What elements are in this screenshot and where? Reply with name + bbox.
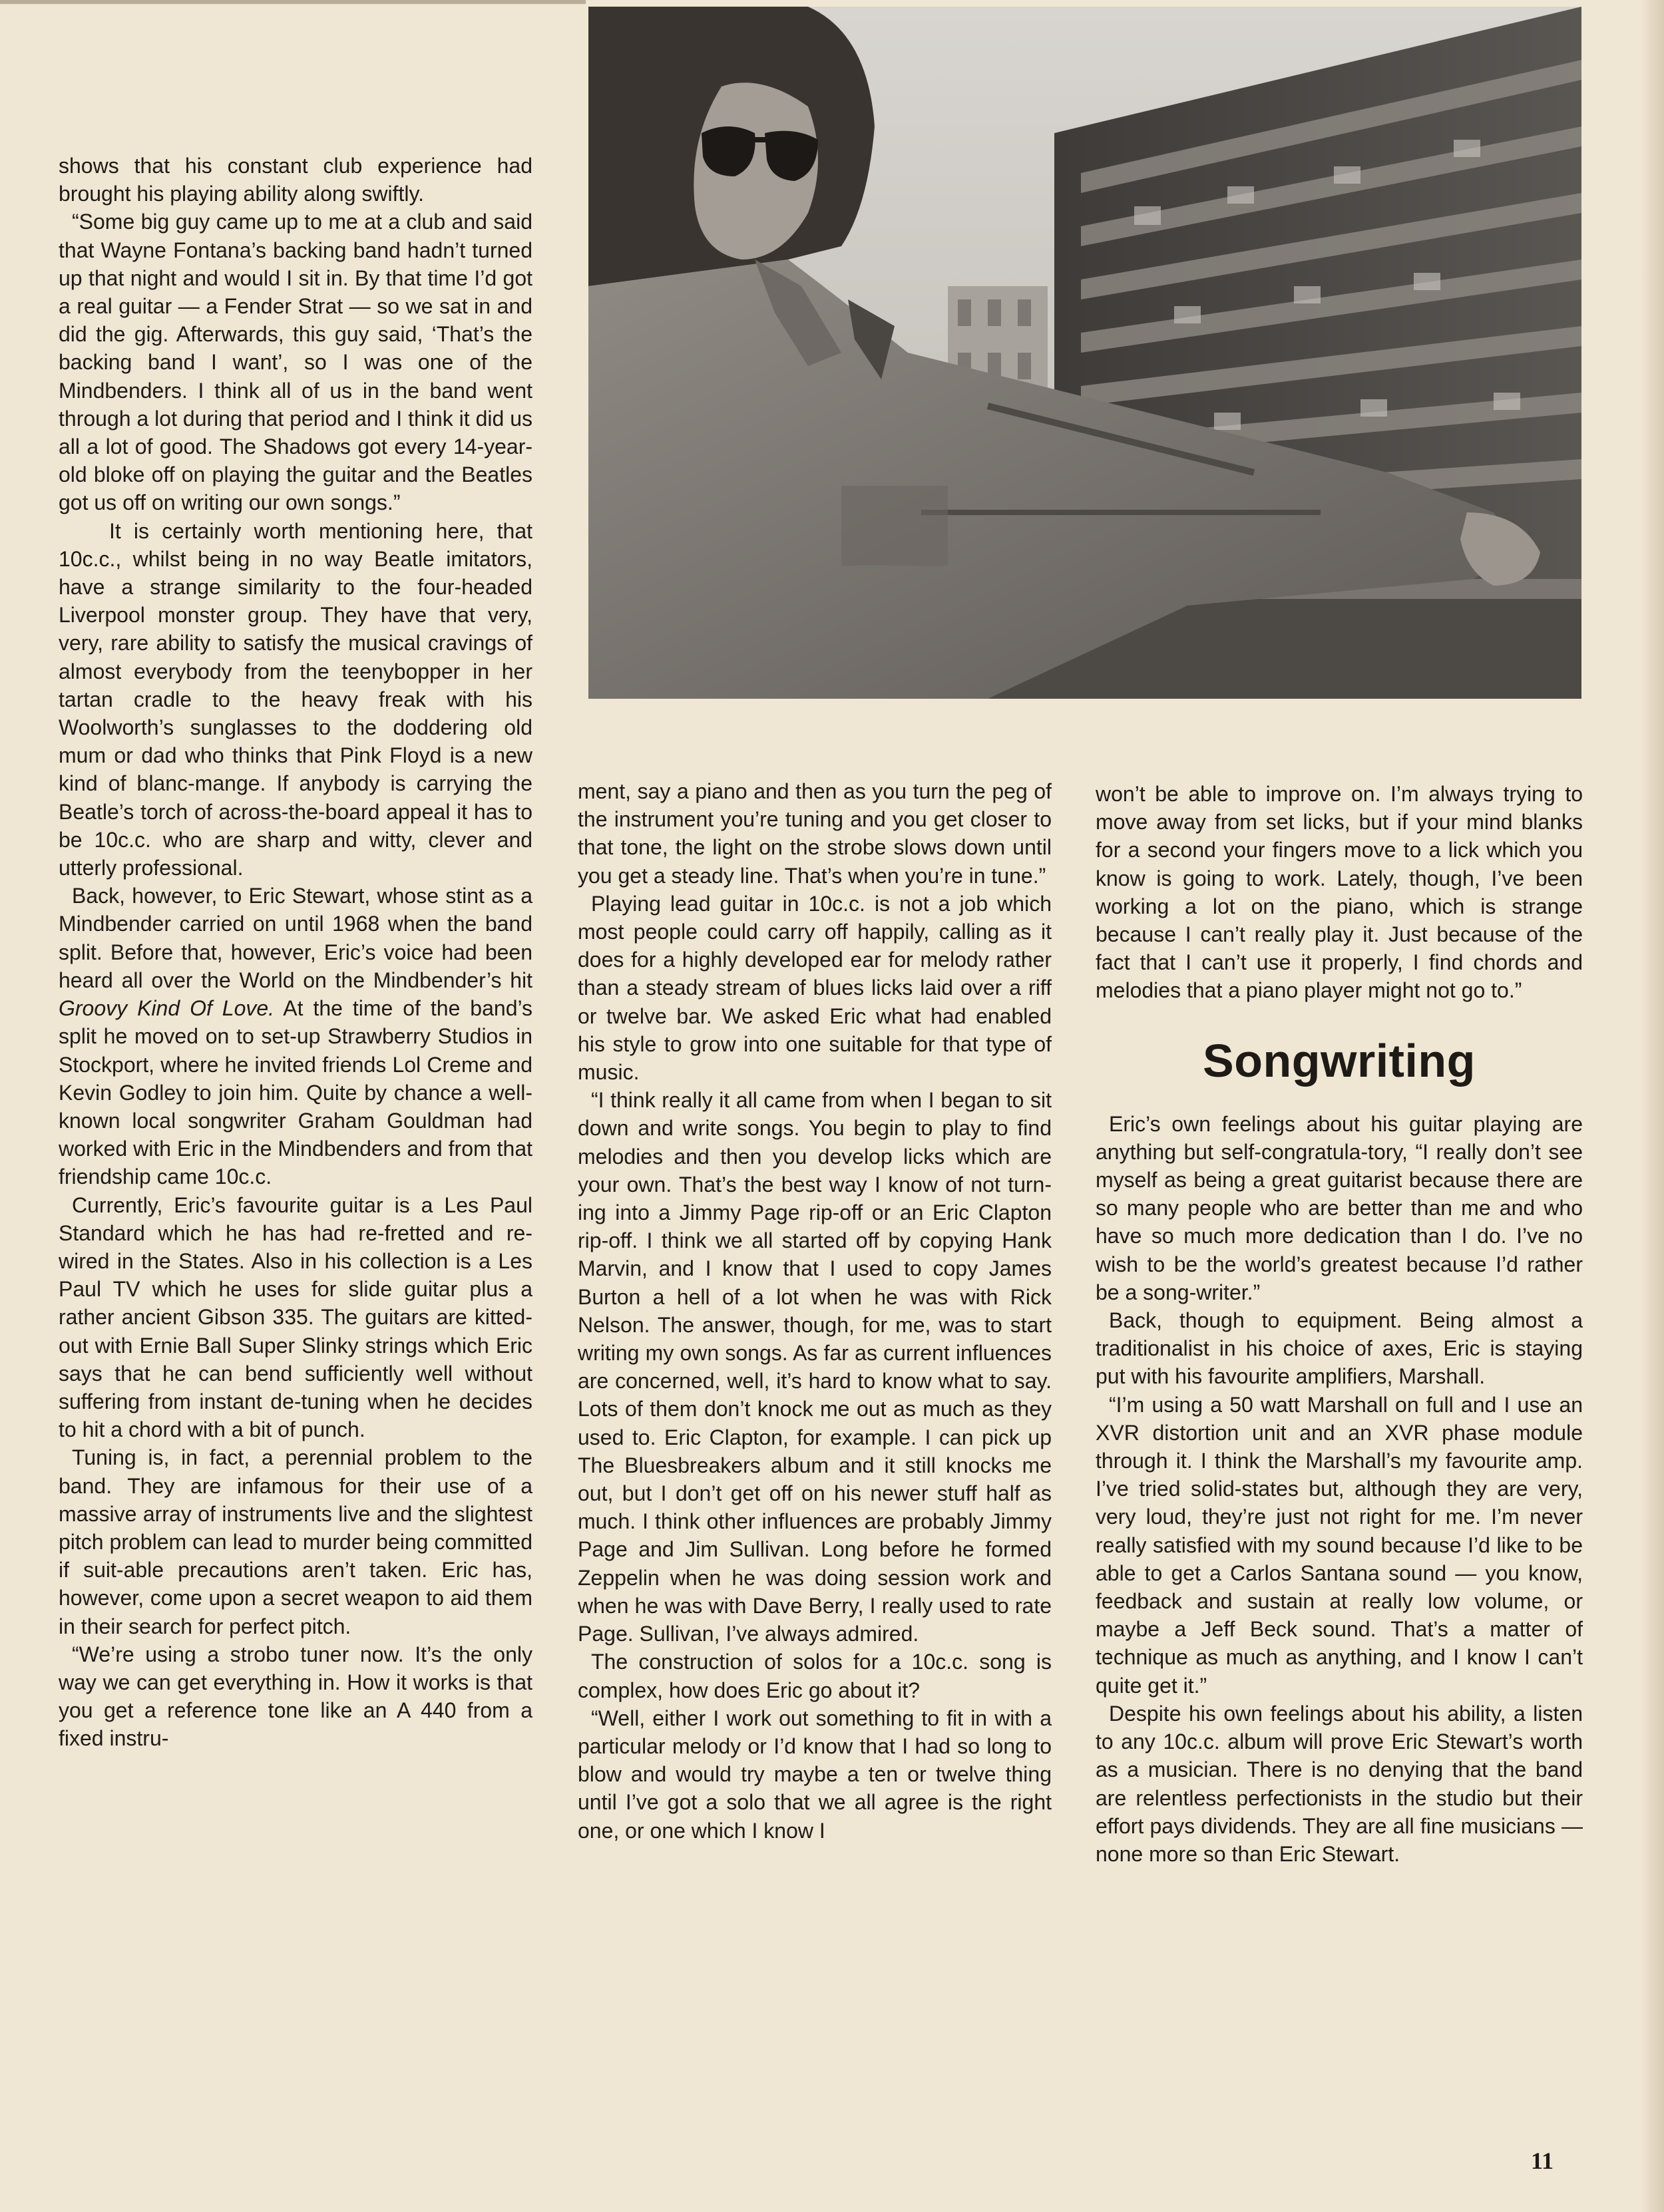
paragraph: “I think really it all came from when I began to sit down and write songs. You begin to play to find melodies and then you develop licks which are your own. That’s the best way I know of not turn-ing into a Jimmy Page rip-off or an Eric Clapton rip-off. I think we all started off by copying Hank Marvin, and I know that I used to copy James Burton a hell of a lot when he was with Rick Nelson. The answer, though, for me, was to start writing my own songs. As far as current influences are concerned, well, it’s hard to know what to say. Lots of them don’t knock me out as much as they used to. Eric Clapton, for example. I can pick up The Bluesbreakers album and it still knocks me out, but I don’t get off on his newer stuff half as much. I think other influences are probably Jimmy Page and Jim Sullivan. Long before he formed Zeppelin when he was doing session work and when he was with Dave Berry, I really used to rate Page. Sullivan, I’ve always admired. — [578, 1088, 1052, 1646]
paragraph: Back, though to equipment. Being almost a traditionalist in his choice of axes, Eric is staying put with his favourite amplifiers, Marshall. — [1096, 1308, 1583, 1389]
paragraph: “We’re using a strobo tuner now. It’s the only way we can get everything in. How it works is that you get a reference tone like an A 440 from a fixed instru- — [59, 1642, 532, 1751]
paragraph: Playing lead guitar in 10c.c. is not a job which most people could carry off happily, calling as it does for a highly developed ear for melody rather than a steady stream of blues licks laid over a riff or twelve bar. We asked Eric what had enabled his style to grow into one suitable for that type of music. — [578, 891, 1052, 1085]
paragraph: “Some big guy came up to me at a club and said that Wayne Fontana’s backing band hadn’t turned up that night and would I sit in. By that time I’d got a real guitar — a Fender Strat — so we sat in and did the gig. Afterwards, this guy said, ‘That’s the backing band I want’, so I was one of the Mindbenders. I think all of us in the band went through a lot during that period and I think it did us all a lot of good. The Shadows got every 14-year-old bloke off on playing the guitar and the Beatles got us off on writing our own songs.” — [59, 210, 532, 515]
paragraph: Currently, Eric’s favourite guitar is a Les Paul Standard which he has had re-fretted and re-wired in the States. Also in his collection is a Les Paul TV which he uses for slide guitar plus a rather ancient Gibson 335. The guitars are kitted-out with Ernie Ball Super Slinky strings which Eric says that he can bend sufficiently well without suffering from instant de-tuning when he decides to hit a chord with a bit of punch. — [59, 1193, 532, 1442]
article-column-2 — [578, 777, 1052, 1845]
paragraph: Despite his own feelings about his ability, a listen to any 10c.c. album will prove Eric Stewart’s worth as a musician. There is no denying that the band are relentless perfectionists in the studio but their effort pays dividends. They are all fine musicians — none more so than Eric Stewart. — [1096, 1701, 1583, 1866]
paragraph: won’t be able to improve on. I’m always trying to move away from set licks, but if your mind blanks for a second your fingers move to a lick which you know is going to work. Lately, though, I’ve been working a lot on the piano, which is strange because I can’t really play it. Just because of the fact that I can’t use it properly, I find chords and melodies that a piano player might not go to.” — [1096, 782, 1583, 1003]
page-top-rule — [0, 0, 586, 4]
article-column-1 — [59, 152, 532, 1753]
eric-stewart-photo — [588, 7, 1581, 699]
paragraph: The construction of solos for a 10c.c. song is complex, how does Eric go about it? — [578, 1650, 1052, 1702]
paragraph: Eric’s own feelings about his guitar playing are anything but self-congratula-tory, “I really don’t see myself as being a great guitarist because there are so many people who are better than me and who have so much more dedication than I do. I’ve no wish to be the world’s greatest because I’d rather be a song-writer.” — [1096, 1111, 1583, 1304]
article-column-3 — [1096, 780, 1583, 1868]
paragraph: It is certainly worth mentioning here, that 10c.c., whilst being in no way Beatle imitators, have a strange similarity to the four-headed Liverpool monster group. They have that very, very, rare ability to satisfy the musical cravings of almost everybody from the teenybopper in her tartan cradle to the heavy freak with his Woolworth’s sunglasses to the doddering old mum or dad who thinks that Pink Floyd is a new kind of blanc-mange. If anybody is carrying the Beatle’s torch of across-the-board appeal it has to be 10c.c. who are sharp and witty, clever and utterly professional. — [59, 518, 532, 880]
song-title: Groovy Kind Of Love. — [59, 996, 275, 1021]
section-heading: Songwriting — [1203, 1034, 1476, 1087]
page-number: 11 — [1531, 2147, 1554, 2174]
paragraph-text: Back, however, to Eric Stewart, whose stint as a Mindbender carried on until 1968 when the band split. Before that, however, Eric’s voice had been heard all over the World on the Mindbender’s hit — [59, 884, 532, 992]
paragraph: shows that his constant club experience had brought his playing ability along swiftly. — [59, 154, 532, 206]
paragraph: “Well, either I work out something to fit in with a particular melody or I’d know that I had so long to blow and would try maybe a ten or twelve thing until I’ve got a solo that we all agree is the right one, or one which I know I — [578, 1706, 1052, 1843]
paragraph: ment, say a piano and then as you turn the peg of the instrument you’re tuning and you get closer to that tone, the light on the strobe slows down until you get a steady line. That’s when you’re in tune.” — [578, 779, 1052, 888]
page-edge-shadow — [1640, 0, 1664, 2212]
paragraph — [59, 882, 532, 1191]
paragraph-text: At the time of the band’s split he moved on to set-up Strawberry Studios in Stockport, where he invited friends Lol Creme and Kevin Godley to join him. Quite by chance a well-known local songwriter Graham Gouldman had worked with Eric in the Mindbenders and from that friendship came 10c.c. — [59, 996, 533, 1189]
paragraph: Tuning is, in fact, a perennial problem to the band. They are infamous for their use of a massive array of instruments live and the slightest pitch problem can lead to murder being committed if suit-able precautions aren’t taken. Eric has, however, come upon a secret weapon to aid them in their search for perfect pitch. — [59, 1445, 532, 1638]
paragraph: “I’m using a 50 watt Marshall on full and I use an XVR distortion unit and an XVR phase module through it. I think the Marshall’s my favourite amp. I’ve tried solid-states but, although they are very, very loud, they’re just not right for me. I’m never really satisfied with my sound because I’d like to be able to get a Carlos Santana sound — you know, feedback and sustain at really low volume, or maybe a Jeff Beck sound. That’s a matter of technique as much as anything, and I know I can’t quite get it.” — [1096, 1392, 1583, 1698]
